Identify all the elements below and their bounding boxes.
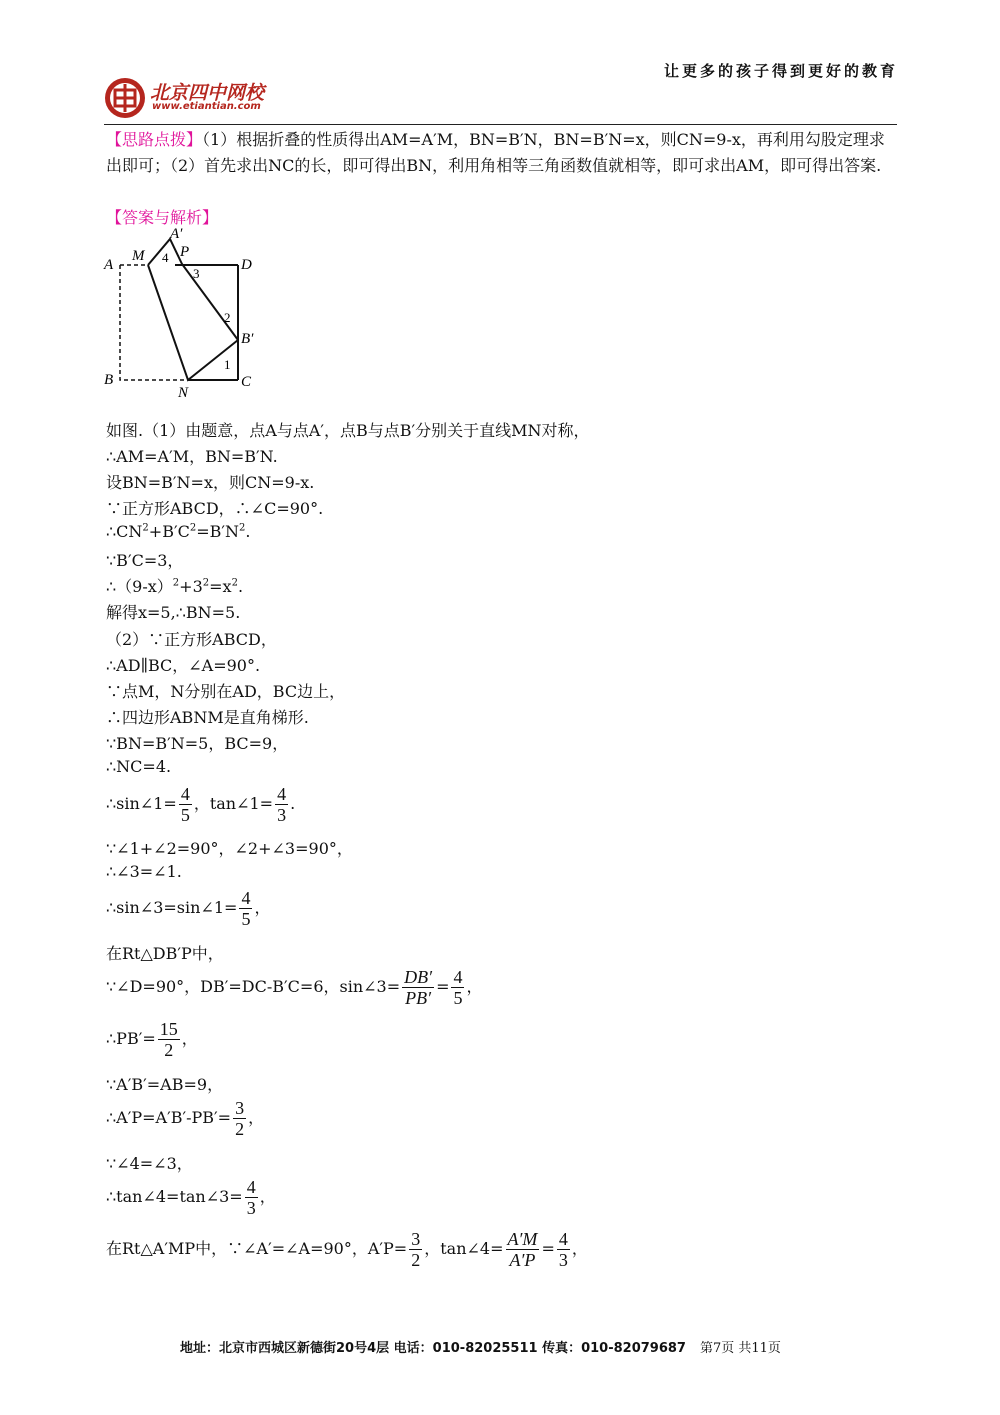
- label-3: 3: [193, 266, 200, 281]
- solution-line: ∵∠D=90°，DB′=DC-B′C=6，sin∠3= $\frac{DB'}{PB'}$ = $\frac{4}{5}$ ，: [106, 967, 483, 1008]
- solution-line: 在Rt△A′MP中，∵∠A′=∠A=90°，A′P= $\frac{3}{2}$ ，tan∠4= $\frac{A'M}{A'P}$ = $\frac{4}{3}$ ，: [106, 1229, 588, 1270]
- label-A1: A′: [170, 226, 183, 242]
- fraction: $\frac{15}{2}$: [159, 1019, 178, 1060]
- solution-line: ∴PB′= $\frac{15}{2}$ ，: [106, 1019, 198, 1060]
- solution-line: 设BN=B′N=x，则CN=9-x.: [106, 473, 315, 492]
- label-4: 4: [162, 250, 169, 265]
- fraction: $\frac{A'M}{A'P}$: [507, 1229, 538, 1270]
- solution-line: 在Rt△DB′P中，: [106, 944, 224, 963]
- fraction: $\frac{3}{2}$: [235, 1098, 245, 1139]
- solution-line: ∴sin∠1= $\frac{4}{5}$ ，tan∠1= $\frac{4}{3}$ .: [106, 784, 296, 825]
- solution-line: ∴NC=4.: [106, 757, 172, 776]
- geometry-figure: [100, 226, 270, 401]
- label-P: P: [180, 244, 190, 260]
- solution-line: $\therefore(9-x)^2+3^2=x^2$.: [106, 577, 244, 596]
- header-divider: [104, 124, 897, 125]
- label-M: M: [132, 248, 145, 264]
- hint-tag: 【思路点拨】: [106, 130, 203, 149]
- solution-line: ∵A′B′=AB=9，: [106, 1075, 224, 1094]
- solution-line: ∴AD∥BC，∠A=90°.: [106, 656, 261, 675]
- hint-text: （1）根据折叠的性质得出AM=A′M，BN=B′N，BN=B′N=x，则CN=9-x，再利用勾股定理求出即可；（2）首先求出NC的长，即可得出BN，利用角相等三角函数值就相等，即可求出AM，即可得出答案.: [106, 130, 885, 175]
- solution-line: 如图.（1）由题意，点A与点A′，点B与点B′分别关于直线MN对称，: [106, 421, 590, 440]
- label-B: B: [104, 372, 114, 388]
- hint-paragraph: [106, 127, 896, 179]
- solution-line: ∴sin∠3=sin∠1= $\frac{4}{5}$ ，: [106, 888, 271, 929]
- solution-line: ∵∠1+∠2=90°，∠2+∠3=90°，: [106, 839, 353, 858]
- label-1: 1: [224, 357, 231, 372]
- fraction: $\frac{3}{2}$: [411, 1229, 421, 1270]
- solution-line: ∵BN=B′N=5，BC=9，: [106, 734, 289, 753]
- fraction: $\frac{4}{5}$: [453, 967, 463, 1008]
- solution-line: ∴A′P=A′B′-PB′= $\frac{3}{2}$ ，: [106, 1098, 265, 1139]
- solution-line: ∴∠3=∠1.: [106, 862, 182, 881]
- fraction: $\frac{4}{3}$: [558, 1229, 568, 1270]
- label-N: N: [178, 385, 189, 401]
- logo-url: www.etiantian.com: [152, 101, 261, 112]
- solution-line: ∴AM=A′M，BN=B′N.: [106, 447, 278, 466]
- fraction: $\frac{DB'}{PB'}$: [404, 967, 433, 1008]
- solution-line: 解得x=5,∴BN=5.: [106, 603, 241, 622]
- label-2: 2: [224, 310, 231, 325]
- solution-line: ∵∠4=∠3，: [106, 1154, 193, 1173]
- solution-line: ∵点M，N分别在AD，BC边上，: [106, 682, 346, 701]
- solution-line: （2）∵正方形ABCD，: [106, 630, 277, 649]
- label-D: D: [241, 257, 252, 273]
- fraction: $\frac{4}{3}$: [246, 1177, 256, 1218]
- solution-line: ∵B′C=3，: [106, 551, 184, 570]
- fraction: $\frac{4}{3}$: [277, 784, 287, 825]
- logo-text: 北京四中网校: [150, 82, 265, 104]
- page-number: 第7页 共11页: [699, 1341, 781, 1356]
- school-logo: [103, 76, 147, 120]
- solution-line: ∴四边形ABNM是直角梯形.: [106, 708, 309, 727]
- answer-tag: 【答案与解析】: [106, 208, 219, 227]
- label-B1: B′: [241, 331, 254, 347]
- solution-line: ∴tan∠4=tan∠3= $\frac{4}{3}$ ，: [106, 1177, 276, 1218]
- label-C: C: [241, 374, 252, 390]
- page-footer: [180, 1337, 781, 1356]
- footer-address: 地址：北京市西城区新德街20号4层 电话：010-82025511 传真：010-82079687: [180, 1341, 686, 1356]
- fraction: $\frac{4}{5}$: [241, 888, 251, 929]
- solution-line: ∵正方形ABCD，∴∠C=90°.: [106, 499, 324, 518]
- solution-line: $\therefore CN^2+B'C^2=B'N^2$.: [106, 522, 251, 541]
- label-A: A: [104, 257, 114, 273]
- fraction: $\frac{4}{5}$: [180, 784, 190, 825]
- header-slogan: 让更多的孩子得到更好的教育: [663, 62, 898, 80]
